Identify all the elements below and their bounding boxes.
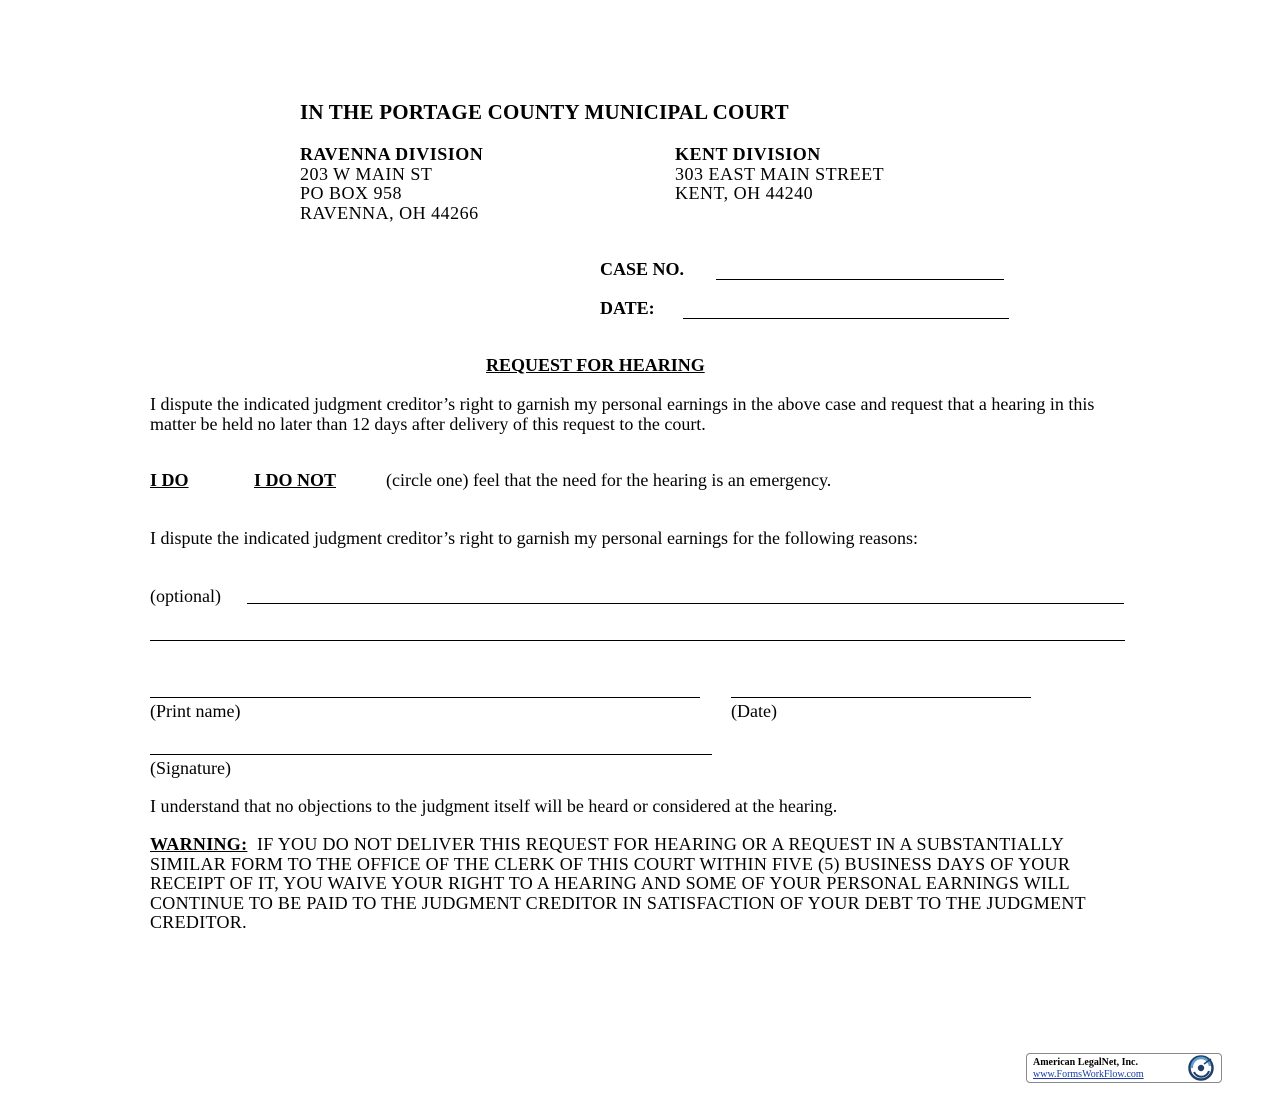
reason-line-2[interactable] [150,624,1125,641]
kent-address-line1: 303 EAST MAIN STREET [675,163,885,184]
print-name-label: (Print name) [150,701,241,721]
emergency-text: (circle one) feel that the need for the hearing is an emergency. [386,470,832,490]
legalnet-company: American LegalNet, Inc. [1033,1057,1138,1068]
kent-address-line2: KENT, OH 44240 [675,183,814,203]
signature-label: (Signature) [150,758,231,778]
option-i-do[interactable]: I DO [150,470,189,490]
date-field[interactable] [683,299,1009,319]
option-i-do-not[interactable]: I DO NOT [254,470,337,490]
warning-text: IF YOU DO NOT DELIVER THIS REQUEST FOR HEARING OR A REQUEST IN A SUBSTANTIALLY SIMILAR FORM TO THE OFFICE OF THE CLERK OF THIS COURT WITHIN FIVE (5) BUSINESS DAYS OF YOUR RECEIPT OF IT, YOU WAIVE YOUR RIGHT TO A HEARING AND SOME OF YOUR PERSONAL EARNINGS WILL CONTINUE TO BE PAID TO THE JUDGMENT CREDITOR IN SATISFACTION OF YOUR DEBT TO THE JUDGMENT CREDITOR. [150,834,1086,932]
legalnet-logo-icon [1184,1055,1218,1081]
kent-division-name: KENT DIVISION [675,144,821,164]
legalnet-url[interactable]: www.FormsWorkFlow.com [1033,1069,1144,1080]
understand-statement: I understand that no objections to the judgment itself will be heard or considered at the hearing. [150,796,838,816]
date-sign-line[interactable] [731,697,1031,698]
intro-paragraph: I dispute the indicated judgment creditor’s right to garnish my personal earnings in the above case and request that a hearing in this matter be held no later than 12 days after delivery of this request to the court. [150,394,1095,434]
warning-label: WARNING: [150,834,248,854]
case-no-label: CASE NO. [600,259,685,279]
case-no-field[interactable] [716,260,1004,280]
warning-paragraph [150,835,1135,933]
date-sign-label: (Date) [731,701,777,721]
date-label: DATE: [600,298,655,318]
reasons-intro: I dispute the indicated judgment creditor’s right to garnish my personal earnings for the following reasons: [150,528,918,548]
form-title: REQUEST FOR HEARING [486,355,705,375]
ravenna-address-line1: 203 W MAIN ST [300,163,433,184]
ravenna-address-line2: PO BOX 958 [300,183,403,203]
legalnet-badge[interactable] [1026,1053,1222,1083]
print-name-line[interactable] [150,697,700,698]
signature-line[interactable] [150,754,712,755]
reason-line-1[interactable] [247,586,1124,604]
ravenna-division [300,145,483,223]
ravenna-division-name: RAVENNA DIVISION [300,144,484,164]
optional-label: (optional) [150,586,221,606]
court-title: IN THE PORTAGE COUNTY MUNICIPAL COURT [300,100,789,124]
ravenna-address-line3: RAVENNA, OH 44266 [300,202,479,223]
kent-division [675,145,884,204]
